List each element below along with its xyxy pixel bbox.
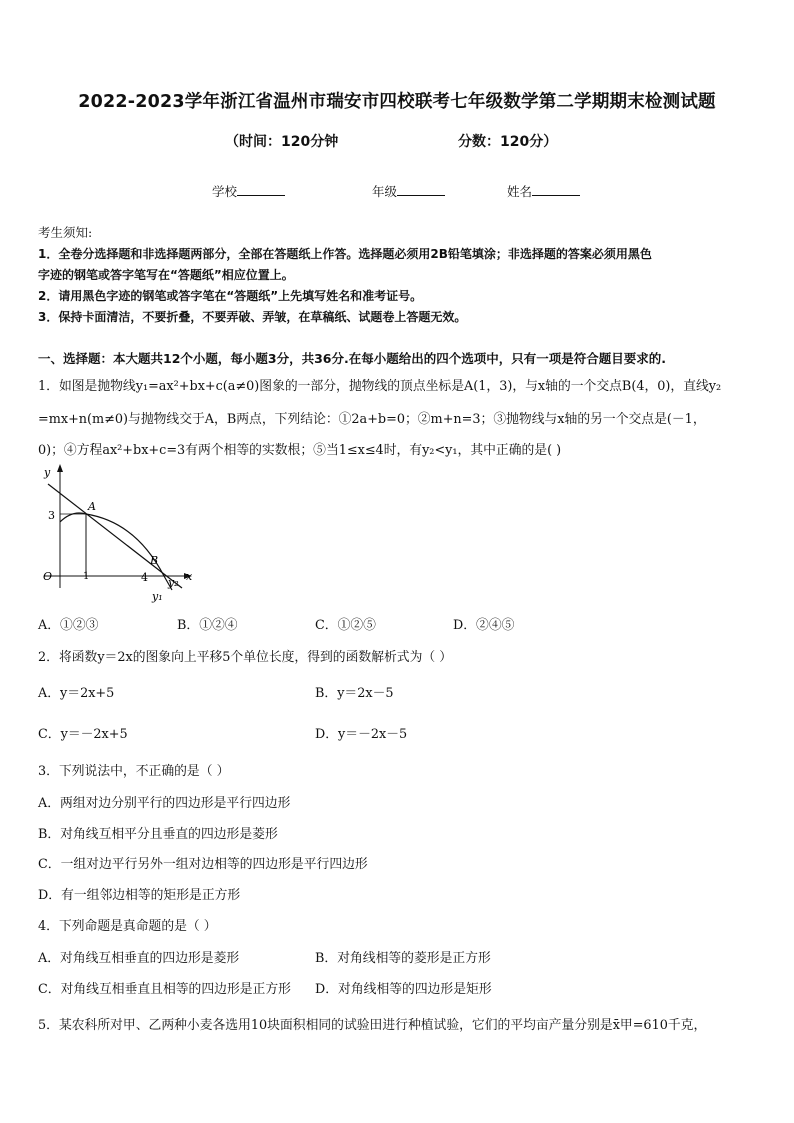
q1-option-a[interactable]: A．①②③ (38, 618, 99, 633)
q1-stem-line: 1．如图是抛物线y₁=ax²+bx+c(a≠0)图象的一部分，抛物线的顶点坐标是A(1，3)，与x轴的一个交点B(4，0)，直线y₂ (38, 379, 722, 394)
notice-item: 2．请用黑色字迹的钢笔或答字笔在“答题纸”上先填写姓名和准考证号。 (38, 289, 423, 303)
name-blank (532, 183, 580, 196)
origin-label: O (43, 570, 53, 583)
point-a-label: A (88, 500, 96, 513)
page-title: 2022-2023学年浙江省温州市瑞安市四校联考七年级数学第二学期期末检测试题 (78, 92, 716, 112)
notice-item: 1．全卷分选择题和非选择题两部分，全部在答题纸上作答。选择题必须用2B铅笔填涂；非选择题的答案必须用黑色 (38, 247, 652, 261)
line-y2-label: y₂ (168, 576, 179, 589)
q1-figure (36, 462, 198, 604)
notice-heading: 考生须知: (38, 225, 93, 240)
q3-option-b[interactable]: B．对角线互相平分且垂直的四边形是菱形 (38, 827, 278, 842)
q4-option-b[interactable]: B．对角线相等的菱形是正方形 (315, 951, 491, 966)
curve-y1-label: y₁ (152, 590, 163, 603)
q2-option-b[interactable]: B．y＝2x－5 (315, 686, 394, 701)
q4-option-a[interactable]: A．对角线互相垂直的四边形是菱形 (38, 951, 240, 966)
q3-option-d[interactable]: D．有一组邻边相等的矩形是正方形 (38, 888, 241, 903)
notice-item: 字迹的钢笔或答字笔写在“答题纸”相应位置上。 (38, 268, 294, 282)
section-heading: 一、选择题：本大题共12个小题，每小题3分，共36分.在每小题给出的四个选项中，只有一项是符合题目要求的. (38, 351, 666, 366)
exam-time: （时间：120分钟 (225, 134, 339, 150)
tick-4: 4 (141, 571, 148, 584)
exam-score: 分数：120分） (458, 134, 558, 150)
q2-option-d[interactable]: D．y＝－2x－5 (315, 727, 408, 742)
q4-option-d[interactable]: D．对角线相等的四边形是矩形 (315, 982, 492, 997)
q1-option-d[interactable]: D．②④⑤ (453, 618, 515, 633)
tick-3: 3 (48, 509, 55, 522)
grade-blank (397, 183, 445, 196)
line-y2 (48, 484, 182, 588)
q1-stem-line: 0)；④方程ax²+bx+c=3有两个相等的实数根；⑤当1≤x≤4时，有y₂<y₁，其中正确的是( ) (38, 443, 562, 458)
q1-option-c[interactable]: C．①②⑤ (315, 618, 376, 633)
grade-label: 年级 (372, 184, 398, 199)
tick-1: 1 (83, 571, 90, 582)
school-field (212, 182, 285, 200)
point-b-label: B (150, 554, 159, 567)
q3-option-a[interactable]: A．两组对边分别平行的四边形是平行四边形 (38, 796, 291, 811)
q4-stem: 4．下列命题是真命题的是（ ） (38, 919, 217, 934)
school-label: 学校 (212, 184, 238, 199)
x-axis-label: x (186, 570, 193, 583)
parabola-y1 (60, 513, 172, 590)
name-label: 姓名 (507, 184, 533, 199)
q4-option-c[interactable]: C．对角线互相垂直且相等的四边形是正方形 (38, 982, 291, 997)
q3-stem: 3．下列说法中，不正确的是（ ） (38, 764, 230, 779)
grade-field (372, 182, 445, 200)
notice-item: 3．保持卡面清洁，不要折叠，不要弄破、弄皱，在草稿纸、试题卷上答题无效。 (38, 310, 467, 324)
q1-stem-line: =mx+n(m≠0)与抛物线交于A，B两点，下列结论：①2a+b=0；②m+n=3；③抛物线与x轴的另一个交点是(－1， (38, 412, 706, 427)
name-field (507, 182, 580, 200)
q2-option-c[interactable]: C．y＝－2x+5 (38, 727, 128, 742)
y-axis-label: y (44, 466, 51, 479)
q1-option-b[interactable]: B．①②④ (177, 618, 238, 633)
y-axis-arrow (57, 464, 63, 472)
q2-stem: 2．将函数y＝2x的图象向上平移5个单位长度，得到的函数解析式为（ ） (38, 650, 453, 665)
q5-stem: 5．某农科所对甲、乙两种小麦各选用10块面积相同的试验田进行种植试验，它们的平均亩产量分别是x̄甲=610千克， (38, 1018, 707, 1033)
school-blank (237, 183, 285, 196)
q3-option-c[interactable]: C．一组对边平行另外一组对边相等的四边形是平行四边形 (38, 857, 368, 872)
q2-option-a[interactable]: A．y＝2x+5 (38, 686, 115, 701)
